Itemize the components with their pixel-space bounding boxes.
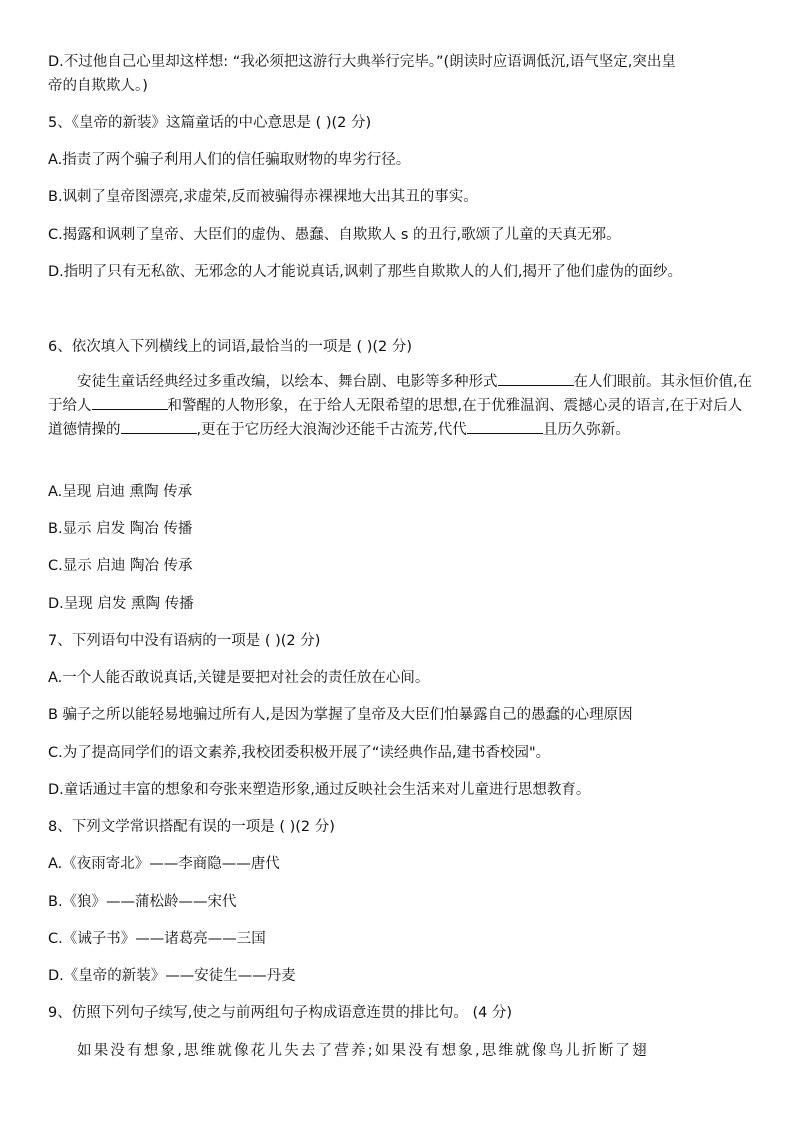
q6-passage-part1: 安徒生童话经典经过多重改编，以绘本、舞台剧、电影等多种形式 <box>77 374 498 390</box>
q8-option-b: B.《狼》——蒲松龄——宋代 <box>48 894 237 910</box>
q6-blank-2 <box>92 395 168 410</box>
q5-stem: 5、《皇帝的新装》这篇童话的中心意思是 ( )(2 分) <box>48 115 372 131</box>
q5-option-d: D.指明了只有无私欲、无邪念的人才能说真话,讽刺了那些自欺欺人的人们,揭开了他们虚伪的面纱。 <box>48 264 682 280</box>
q6-passage-part3: 和警醒的人物形象，在于给人无限希望的思想,在于优雅温润、震撼心灵的语言,在于对后人道德情操的 <box>48 398 743 438</box>
q7-option-c: C.为了提高同学们的语文素养,我校团委积极开展了“读经典作品,建书香校园"。 <box>48 745 551 761</box>
q6-option-b: B.显示 启发 陶冶 传播 <box>48 521 193 537</box>
q5-option-b: B.讽刺了皇帝图漂亮,求虚荣,反而被骗得赤裸裸地大出其丑的事实。 <box>48 189 478 205</box>
q5-option-c: C.揭露和讽刺了皇帝、大臣们的虚伪、愚蠢、自欺欺人 s 的丑行,歌颂了儿童的天真无邪。 <box>48 227 621 243</box>
q9-stem: 9、仿照下列句子续写,使之与前两组句子构成语意连贯的排比句。 (4 分) <box>48 1005 513 1021</box>
q4-option-d-line1: D.不过他自己心里却这样想: “我必须把这游行大典举行完毕。”(朗读时应语调低沉,语气坚定,突出皇 <box>48 54 676 70</box>
q8-option-a: A.《夜雨寄北》——李商隐——唐代 <box>48 856 280 872</box>
q6-passage <box>48 370 754 442</box>
q6-blank-3 <box>121 419 197 434</box>
q6-option-d: D.呈现 启发 熏陶 传播 <box>48 596 194 612</box>
q7-stem: 7、下列语句中没有语病的一项是 ( )(2 分) <box>48 633 321 649</box>
q6-blank-4 <box>467 419 543 434</box>
q8-stem: 8、下列文学常识搭配有误的一项是 ( )(2 分) <box>48 819 335 835</box>
q4-option-d-line2: 帝的自欺欺人。) <box>48 78 148 94</box>
q9-sentence: 如果没有想象,思维就像花儿失去了营养;如果没有想象,思维就像鸟儿折断了翅 <box>77 1043 649 1059</box>
q7-option-a: A.一个人能否敢说真话,关键是要把对社会的责任放在心间。 <box>48 670 430 686</box>
q6-passage-part4: ,更在于它历经大浪淘沙还能千古流芳,代代 <box>196 422 467 438</box>
q8-option-c: C.《诫子书》——诸葛亮——三国 <box>48 931 266 947</box>
q6-passage-part2: 在人们眼前。其永恒价值,在于给人 <box>48 374 753 414</box>
q6-stem: 6、依次填入下列横线上的词语,最恰当的一项是 ( )(2 分) <box>48 339 413 355</box>
q6-blank-1 <box>498 371 574 386</box>
q8-option-d: D.《皇帝的新装》——安徒生——丹麦 <box>48 968 296 984</box>
q7-option-d: D.童话通过丰富的想象和夸张来塑造形象,通过反映社会生活来对儿童进行思想教育。 <box>48 782 591 798</box>
q6-passage-part5: 且历久弥新。 <box>542 422 630 438</box>
q7-option-b: B 骗子之所以能轻易地骗过所有人,是因为掌握了皇帝及大臣们怕暴露自己的愚蠢的心理原因 <box>48 707 633 723</box>
q5-option-a: A.指责了两个骗子利用人们的信任骗取财物的卑劣行径。 <box>48 152 411 168</box>
q6-option-a: A.呈现 启迪 熏陶 传承 <box>48 484 193 500</box>
q6-option-c: C.显示 启迪 陶冶 传承 <box>48 558 193 574</box>
